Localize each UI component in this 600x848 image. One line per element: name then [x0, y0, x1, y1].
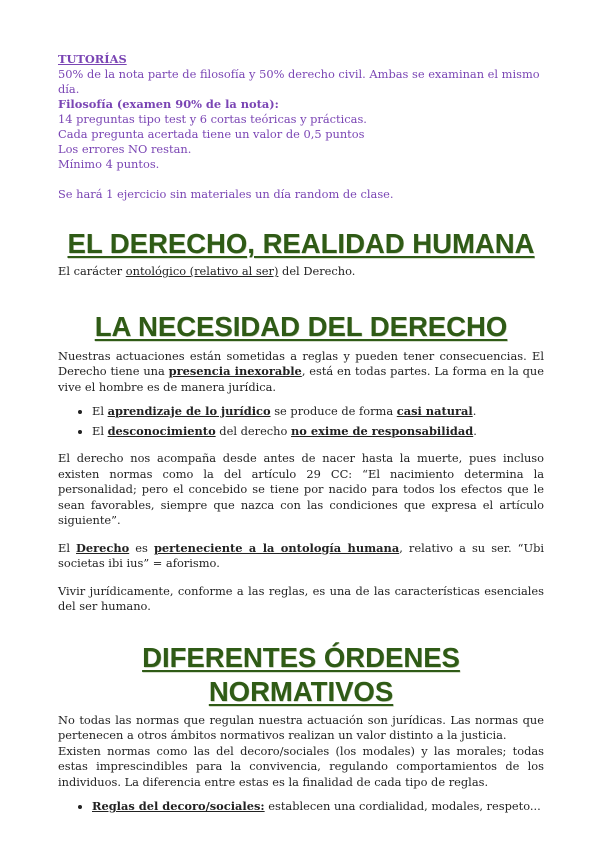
tutorias-subheading: Filosofía (examen 90% de la nota): — [58, 97, 279, 111]
tutorias-heading: TUTORÍAS — [58, 52, 127, 66]
emphasis: desconocimiento — [107, 423, 216, 438]
text: . — [472, 404, 477, 418]
emphasis: perteneciente a la ontología humana — [153, 540, 400, 555]
tutorias-line: Los errores NO restan. — [58, 142, 192, 156]
paragraph — [58, 349, 544, 396]
bullet-list — [58, 799, 544, 815]
tutorias-line: Se hará 1 ejercicio sin materiales un día random de clase. — [58, 187, 394, 201]
text: , relativo a su ser. “Ubi societas ibi ius” = aforismo. — [58, 540, 545, 570]
text: se produce de forma — [270, 404, 397, 418]
text: . — [473, 423, 477, 438]
text: El — [92, 423, 108, 438]
emphasis: presencia inexorable — [168, 364, 302, 378]
emphasis: Derecho — [76, 540, 130, 555]
emphasis: Reglas del decoro/sociales: — [92, 799, 265, 813]
tutorias-block — [58, 52, 544, 202]
tutorias-line: Mínimo 4 puntos. — [58, 157, 160, 171]
underlined-term: ontológico (relativo al ser) — [125, 264, 279, 278]
text: El carácter — [58, 264, 126, 278]
tutorias-line: 50% de la nota parte de filosofía y 50% derecho civil. Ambas se examinan el mismo día. — [58, 67, 540, 96]
text: establecen una cordialidad, modales, respeto... — [264, 799, 541, 813]
text: Nuestras actuaciones están sometidas a reglas y pueden tener consecuencias. El Derecho tiene una — [58, 348, 544, 378]
paragraph: El derecho nos acompaña desde antes de nacer hasta la muerte, pues incluso existen normas como la del artículo 29 CC: “El nacimiento determina la personalidad; pero el concebido se tiene por nacido para todos los efectos que le sean favorables, siempre que nazca con las condiciones que expresa el artículo siguiente”. — [58, 451, 544, 527]
title-line: NORMATIVOS — [208, 675, 394, 707]
section-title-necesidad: LA NECESIDAD DEL DERECHO — [94, 310, 508, 342]
tutorias-line: Cada pregunta acertada tiene un valor de 0,5 puntos — [58, 127, 365, 141]
text: El — [92, 404, 108, 418]
emphasis: casi natural — [396, 404, 473, 418]
section-title-realidad-humana: EL DERECHO, REALIDAD HUMANA — [67, 228, 535, 259]
text: del derecho — [215, 423, 292, 438]
tutorias-line: 14 preguntas tipo test y 6 cortas teóricas y prácticas. — [58, 112, 367, 126]
text: es — [129, 540, 154, 555]
paragraph — [58, 541, 544, 572]
section-title-ordenes-normativos — [58, 641, 544, 709]
list-item — [92, 424, 544, 440]
paragraph: No todas las normas que regulan nuestra actuación son jurídicas. Las normas que pertenecen a otros ámbitos normativos realizan un valor distinto a la justicia. — [58, 712, 544, 742]
text: del Derecho. — [278, 264, 356, 278]
list-item — [92, 404, 544, 420]
list-item — [92, 799, 544, 815]
bullet-list — [58, 404, 544, 439]
document-page — [58, 52, 544, 819]
emphasis: aprendizaje de lo jurídico — [107, 404, 271, 418]
paragraph: Existen normas como las del decoro/sociales (los modales) y las morales; todas estas imprescindibles para la convivencia, regulando comportamientos de los individuos. La diferencia entre estas es la finalidad de cada tipo de reglas. — [58, 743, 544, 789]
emphasis: no exime de responsabilidad — [291, 423, 474, 438]
paragraph — [58, 264, 544, 280]
paragraph: Vivir jurídicamente, conforme a las reglas, es una de las características esenciales del ser humano. — [58, 583, 544, 613]
text: El — [58, 540, 77, 555]
text: , está en todas partes. La forma en la que vive el hombre es de manera jurídica. — [58, 364, 545, 394]
title-line: DIFERENTES ÓRDENES — [142, 641, 460, 673]
